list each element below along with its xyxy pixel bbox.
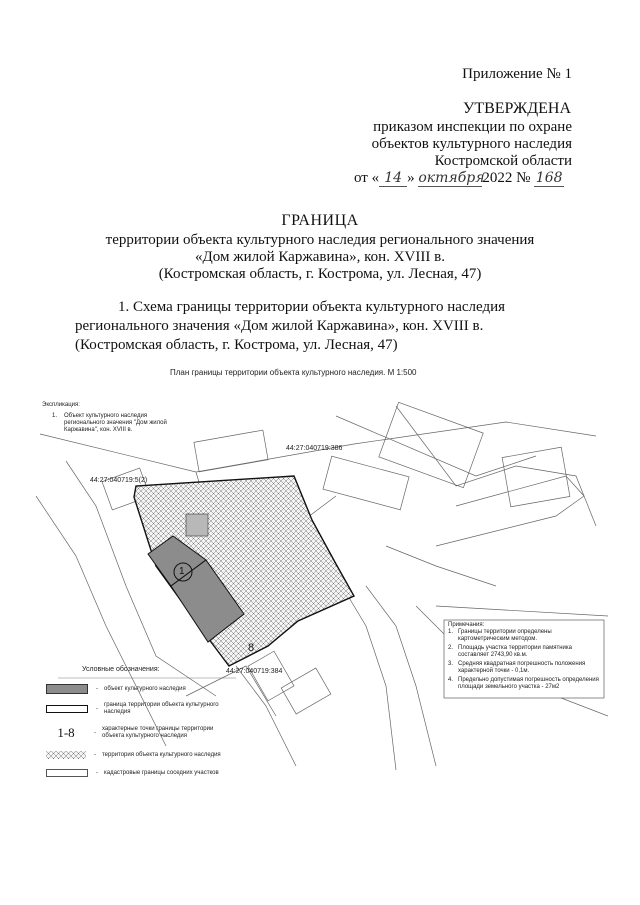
legend-symbol-points: 1-8: [57, 725, 75, 740]
legend: [46, 680, 246, 782]
heading-line-1: территории объекта культурного наследия регионального значения: [105, 232, 535, 248]
legend-row-cadastral: - кадастровые границы соседних участков: [46, 764, 246, 782]
note-2-number: 2.: [448, 645, 454, 651]
order-mid: »: [407, 170, 415, 186]
legend-row-territory: - территория объекта культурного наследия: [46, 746, 246, 764]
heading-line-3: (Костромская область, г. Кострома, ул. Лесная, 47): [158, 266, 482, 282]
boundary-point-8: 8: [248, 642, 255, 654]
object-number-label: 1: [179, 566, 185, 577]
legend-row-object: - объект культурного наследия: [46, 680, 246, 698]
explication-item-line-1: Объект культурного наследия: [64, 413, 148, 419]
notes-title: Примечания:: [448, 622, 485, 628]
note-3-line-2: характерной точки - 0,1м.: [458, 668, 530, 674]
legend-swatch-territory: [46, 751, 86, 759]
parcel-label-5: 44:27:040719:5(2): [90, 477, 148, 484]
approved-by-line-2: объектов культурного наследия: [371, 136, 572, 152]
legend-row-boundary: - граница территории объекта культурного наследия: [46, 698, 246, 720]
explication-item-line-2: регионального значения "Дом жилой: [64, 420, 167, 426]
legend-label-cadastral: кадастровые границы соседних участков: [104, 769, 219, 776]
note-3-line-1: Средняя квадратная погрешность положения: [458, 661, 586, 667]
note-2-line-1: Площадь участка территории памятника: [458, 645, 572, 651]
order-prefix: от «: [354, 170, 380, 186]
explication-item-line-3: Каржавина", кон. XVIII в.: [64, 427, 133, 433]
note-4-line-1: Предельно допустимая погрешность определения: [458, 677, 599, 683]
order-year: 2022 №: [482, 170, 531, 186]
order-month: октября: [418, 170, 485, 186]
heading-line-2: «Дом жилой Каржавина», кон. XVIII в.: [195, 249, 445, 265]
legend-label-territory: территория объекта культурного наследия: [102, 751, 221, 758]
legend-label-points: характерные точки границы территории объекта культурного наследия: [102, 726, 214, 739]
approved-by-line-3: Костромской области: [434, 153, 572, 169]
note-2-line-2: составляет 2743,90 кв.м.: [458, 652, 528, 658]
approved-stamp: УТВЕРЖДЕНА: [462, 100, 571, 117]
note-4-number: 4.: [448, 677, 454, 683]
legend-swatch-cadastral: [46, 769, 88, 777]
map-title: План границы территории объекта культурного наследия. М 1:500: [170, 368, 417, 377]
note-1-number: 1.: [448, 629, 454, 635]
appendix-number: Приложение № 1: [462, 66, 572, 82]
legend-title: Условные обозначения:: [82, 666, 160, 673]
order-day: 14: [379, 170, 407, 187]
section-1-line-2: регионального значения «Дом жилой Каржавина», кон. XVIII в.: [75, 318, 484, 334]
section-1-line-1: 1. Схема границы территории объекта культурного наследия: [118, 299, 506, 315]
parcel-label-384: 44:27:040719:384: [226, 668, 283, 675]
section-1-line-3: (Костромская область, г. Кострома, ул. Лесная, 47): [75, 337, 398, 353]
note-1-line-2: картометрическим методом.: [458, 636, 538, 642]
legend-label-boundary: граница территории объекта культурного наследия: [104, 702, 219, 715]
note-1-line-1: Границы территории определены: [458, 629, 552, 635]
legend-swatch-object: [46, 684, 88, 694]
explication-item-number: 1.: [52, 413, 58, 419]
explication-title: Экспликация:: [42, 402, 80, 408]
parcel-label-386: 44:27:040719:386: [286, 445, 343, 452]
approved-by-line-1: приказом инспекции по охране: [373, 119, 572, 135]
document-title: ГРАНИЦА: [281, 212, 359, 229]
annex-building: [186, 514, 208, 536]
note-3-number: 3.: [448, 661, 454, 667]
note-4-line-2: площади земельного участка - 27м2: [458, 684, 560, 690]
legend-label-object: объект культурного наследия: [104, 685, 186, 692]
order-line: [354, 170, 564, 187]
order-number: 168: [535, 170, 563, 186]
legend-row-points: 1-8 - характерные точки границы территории объекта культурного наследия: [46, 720, 246, 746]
notes-list: [448, 629, 602, 691]
boundary-map: [36, 366, 608, 776]
legend-swatch-boundary: [46, 705, 88, 713]
